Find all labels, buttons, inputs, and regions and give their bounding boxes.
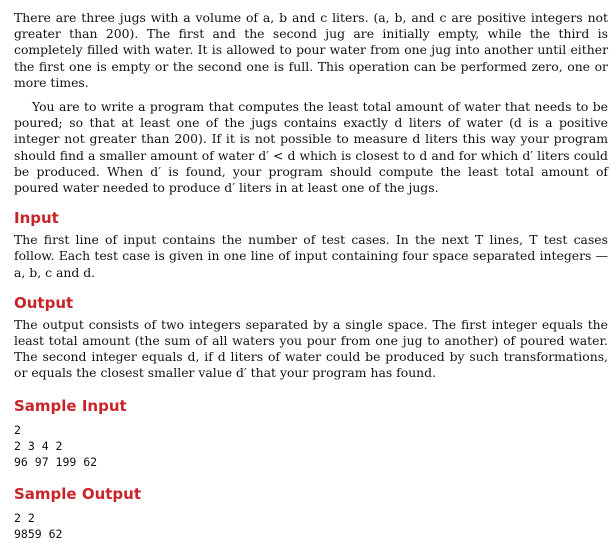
sample-input-block	[14, 422, 608, 470]
problem-statement	[14, 10, 608, 542]
sample-output-line: 2 2	[14, 510, 35, 525]
sample-output-block	[14, 510, 608, 542]
sample-input-line: 2	[14, 422, 21, 437]
statement-paragraph-2: You are to write a program that computes the least total amount of water that needs to be poured; so that at least one of the jugs contains exactly d liters of water (d is a positive integer not greater than 200). If it is not possible to measure d liters this way your program should find a smaller amount of water d′ < d which is closest to d and for which d′ liters could be produced. When d′ is found, your program should compute the least total amount of poured water needed to produce d′ liters in at least one of the jugs.	[14, 99, 608, 196]
sample-input-line: 96 97 199 62	[14, 454, 98, 469]
output-heading: Output	[14, 293, 74, 312]
sample-input-line: 2 3 4 2	[14, 438, 63, 453]
sample-output-line: 9859 62	[14, 526, 63, 541]
sample-output-heading: Sample Output	[14, 484, 142, 503]
statement-paragraph-1: There are three jugs with a volume of a, b and c liters. (a, b, and c are positive integers not greater than 200). The first and the second jug are initially empty, while the third is completely filled with water. It is allowed to pour water from one jug into another until either the first one is empty or the second one is full. This operation can be performed zero, one or more times.	[14, 10, 608, 90]
output-description: The output consists of two integers separated by a single space. The first integer equals the least total amount (the sum of all waters you pour from one jug to another) of poured water. The second integer equals d, if d liters of water could be produced by such transformations, or equals the closest smaller value d′ that your program has found.	[14, 316, 608, 381]
sample-input-heading: Sample Input	[14, 396, 127, 415]
input-heading: Input	[14, 209, 59, 228]
input-description: The first line of input contains the number of test cases. In the next T lines, T test cases follow. Each test case is given in one line of input containing four space separated integers — a, b, c and d.	[14, 232, 608, 280]
